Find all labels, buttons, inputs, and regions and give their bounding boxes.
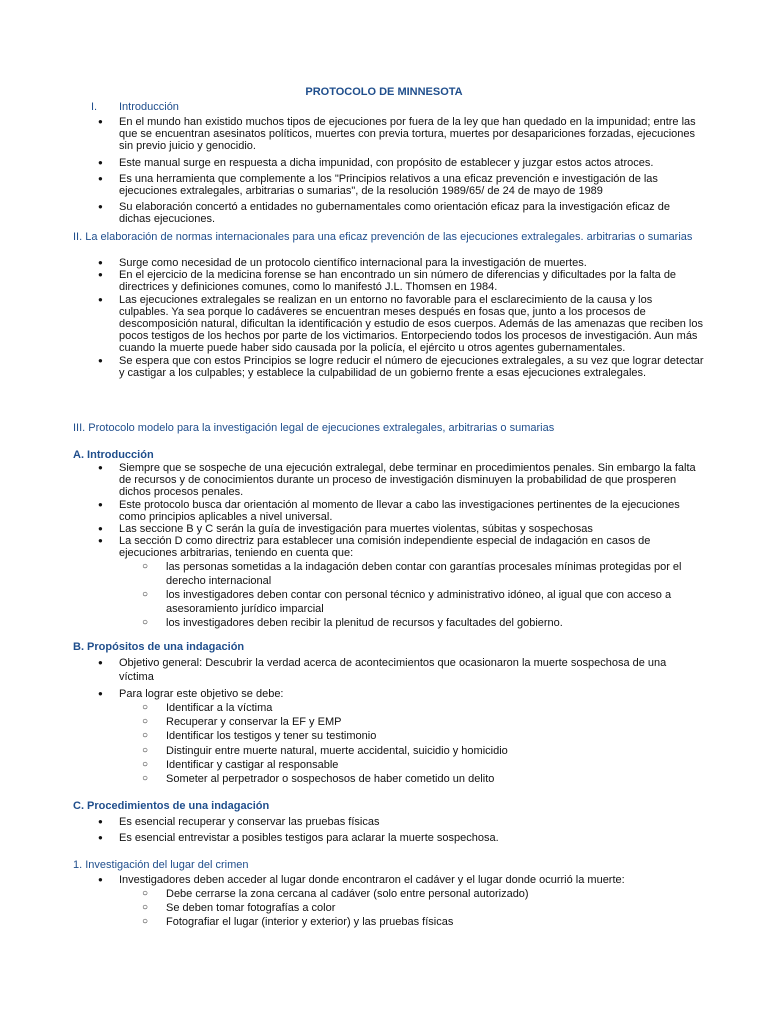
list-item <box>119 687 704 786</box>
document-title: PROTOCOLO DE MINNESOTA <box>305 86 463 98</box>
list-item: ● Se espera que con estos Principios se logre reducir el número de ejecuciones extralegales, a su vez que lograr detectar y castigar a los culpables; y establece la culpabilidad de un gobierno frente a esas ejecuciones extralegales. <box>119 355 704 379</box>
list-item: ● Es esencial recuperar y conservar las pruebas físicas <box>119 815 704 829</box>
list-item-text: Para lograr este objetivo se debe: <box>119 688 284 700</box>
sub-list-item: ○ Debe cerrarse la zona cercana al cadáver (solo entre personal autorizado) <box>166 887 704 901</box>
section-1-sublist <box>119 887 704 930</box>
sub-list-item: ○ Recuperar y conservar la EF y EMP <box>166 715 704 729</box>
section-iii-heading: III. Protocolo modelo para la investigación legal de ejecuciones extralegales, arbitrarias o sumarias <box>73 422 555 434</box>
section-i-heading <box>91 101 179 113</box>
sub-list-item: ○ Identificar los testigos y tener su testimonio <box>166 729 704 743</box>
list-item: ● Este protocolo busca dar orientación al momento de llevar a cabo las investigaciones pertinentes de la ejecuciones como principios aplicables a nivel universal. <box>119 499 704 523</box>
section-b-list <box>119 656 704 786</box>
sub-list-item: ○ Fotografiar el lugar (interior y exterior) y las pruebas físicas <box>166 915 704 929</box>
list-item: ● Siempre que se sospeche de una ejecución extralegal, debe terminar en procedimientos penales. Sin embargo la falta de recursos y de conocimientos durante un proceso de investigación disminuyen la probabilidad de que prosperen dichos procesos penales. <box>119 462 704 499</box>
sub-list-item: ○ las personas sometidas a la indagación deben contar con garantías procesales mínimas protegidas por el derecho internacional <box>166 560 704 588</box>
list-item: ● Las ejecuciones extralegales se realizan en un entorno no favorable para el esclarecimiento de la causa y los culpables. Ya sea porque lo cadáveres se encuentran meses después en fosas que, junto a los procesos de descomposición natural, dificultan la identificación y estudio de esos cuerpos. Además de las amenazas que reciben los pocos testigos de los hechos por parte de los victimarios. Entorpeciendo todos los procesos de investigación. Aun más cuando la muerte puede haber sido causada por la policía, el ejército u otros agentes gubernamentales. <box>119 294 704 355</box>
list-item: ● Surge como necesidad de un protocolo científico internacional para la investigación de muertes. <box>119 257 704 269</box>
sub-list-item: ○ Se deben tomar fotografías a color <box>166 901 704 915</box>
section-ii-list <box>119 257 704 379</box>
section-a-sublist <box>119 560 704 631</box>
section-c-list <box>119 815 704 845</box>
list-item: ● Las seccione B y C serán la guía de investigación para muertes violentas, súbitas y sospechosas <box>119 523 704 535</box>
list-item-text: La sección D como directriz para establecer una comisión independiente especial de indagación en casos de ejecuciones arbitrarias, teniendo en cuenta que: <box>119 535 651 560</box>
section-a-list <box>119 462 704 631</box>
list-item: ● Es esencial entrevistar a posibles testigos para aclarar la muerte sospechosa. <box>119 831 704 845</box>
list-item <box>119 873 704 930</box>
sub-list-item: ○ los investigadores deben recibir la plenitud de recursos y facultades del gobierno. <box>166 616 704 630</box>
section-b-heading: B. Propósitos de una indagación <box>73 641 245 653</box>
list-item: ● Objetivo general: Descubrir la verdad acerca de acontecimientos que ocasionaron la muerte sospechosa de una víctima <box>119 656 704 684</box>
section-a-heading: A. Introducción <box>73 449 154 461</box>
list-item: ● En el ejercicio de la medicina forense se han encontrado un sin número de diferencias y dificultades por la falta de directrices y definiciones comunes, como lo manifestó J.L. Thomsen en 1984. <box>119 269 704 293</box>
section-b-sublist <box>119 701 704 786</box>
list-item <box>119 535 704 630</box>
section-ii-heading: II. La elaboración de normas internacionales para una eficaz prevención de las ejecuciones extralegales. arbitrarias o sumarias <box>73 231 693 243</box>
sub-list-item: ○ Someter al perpetrador o sospechosos de haber cometido un delito <box>166 772 704 786</box>
sub-list-item: ○ Distinguir entre muerte natural, muerte accidental, suicidio y homicidio <box>166 744 704 758</box>
section-i-list <box>119 116 704 226</box>
list-item: ● Su elaboración concertó a entidades no gubernamentales como orientación eficaz para la investigación eficaz de dichas ejecuciones. <box>119 201 704 225</box>
section-i-title: Introducción <box>119 101 179 113</box>
list-item-text: Investigadores deben acceder al lugar donde encontraron el cadáver y el lugar donde ocurrió la muerte: <box>119 874 625 886</box>
section-i-number: I. <box>91 101 98 113</box>
list-item: ● Es una herramienta que complemente a los "Principios relativos a una eficaz prevención e investigación de las ejecuciones extralegales, arbitrarias o sumarias", de la resolución 1989/65/ de 24 de mayo de 1989 <box>119 173 704 197</box>
sub-list-item: ○ Identificar a la víctima <box>166 701 704 715</box>
section-1-list <box>119 873 704 930</box>
list-item: ● Este manual surge en respuesta a dicha impunidad, con propósito de establecer y juzgar estos actos atroces. <box>119 157 704 169</box>
sub-list-item: ○ los investigadores deben contar con personal técnico y administrativo idóneo, al igual que con acceso a asesoramiento jurídico imparcial <box>166 588 704 616</box>
section-1-heading: 1. Investigación del lugar del crimen <box>73 859 249 871</box>
list-item: ● En el mundo han existido muchos tipos de ejecuciones por fuera de la ley que han quedado en la impunidad; entre las que se encuentran asesinatos políticos, muertes con previa tortura, muertes por desapariciones forzadas, ejecuciones sin previo juicio y genocidio. <box>119 116 704 153</box>
section-c-heading: C. Procedimientos de una indagación <box>73 800 270 812</box>
sub-list-item: ○ Identificar y castigar al responsable <box>166 758 704 772</box>
